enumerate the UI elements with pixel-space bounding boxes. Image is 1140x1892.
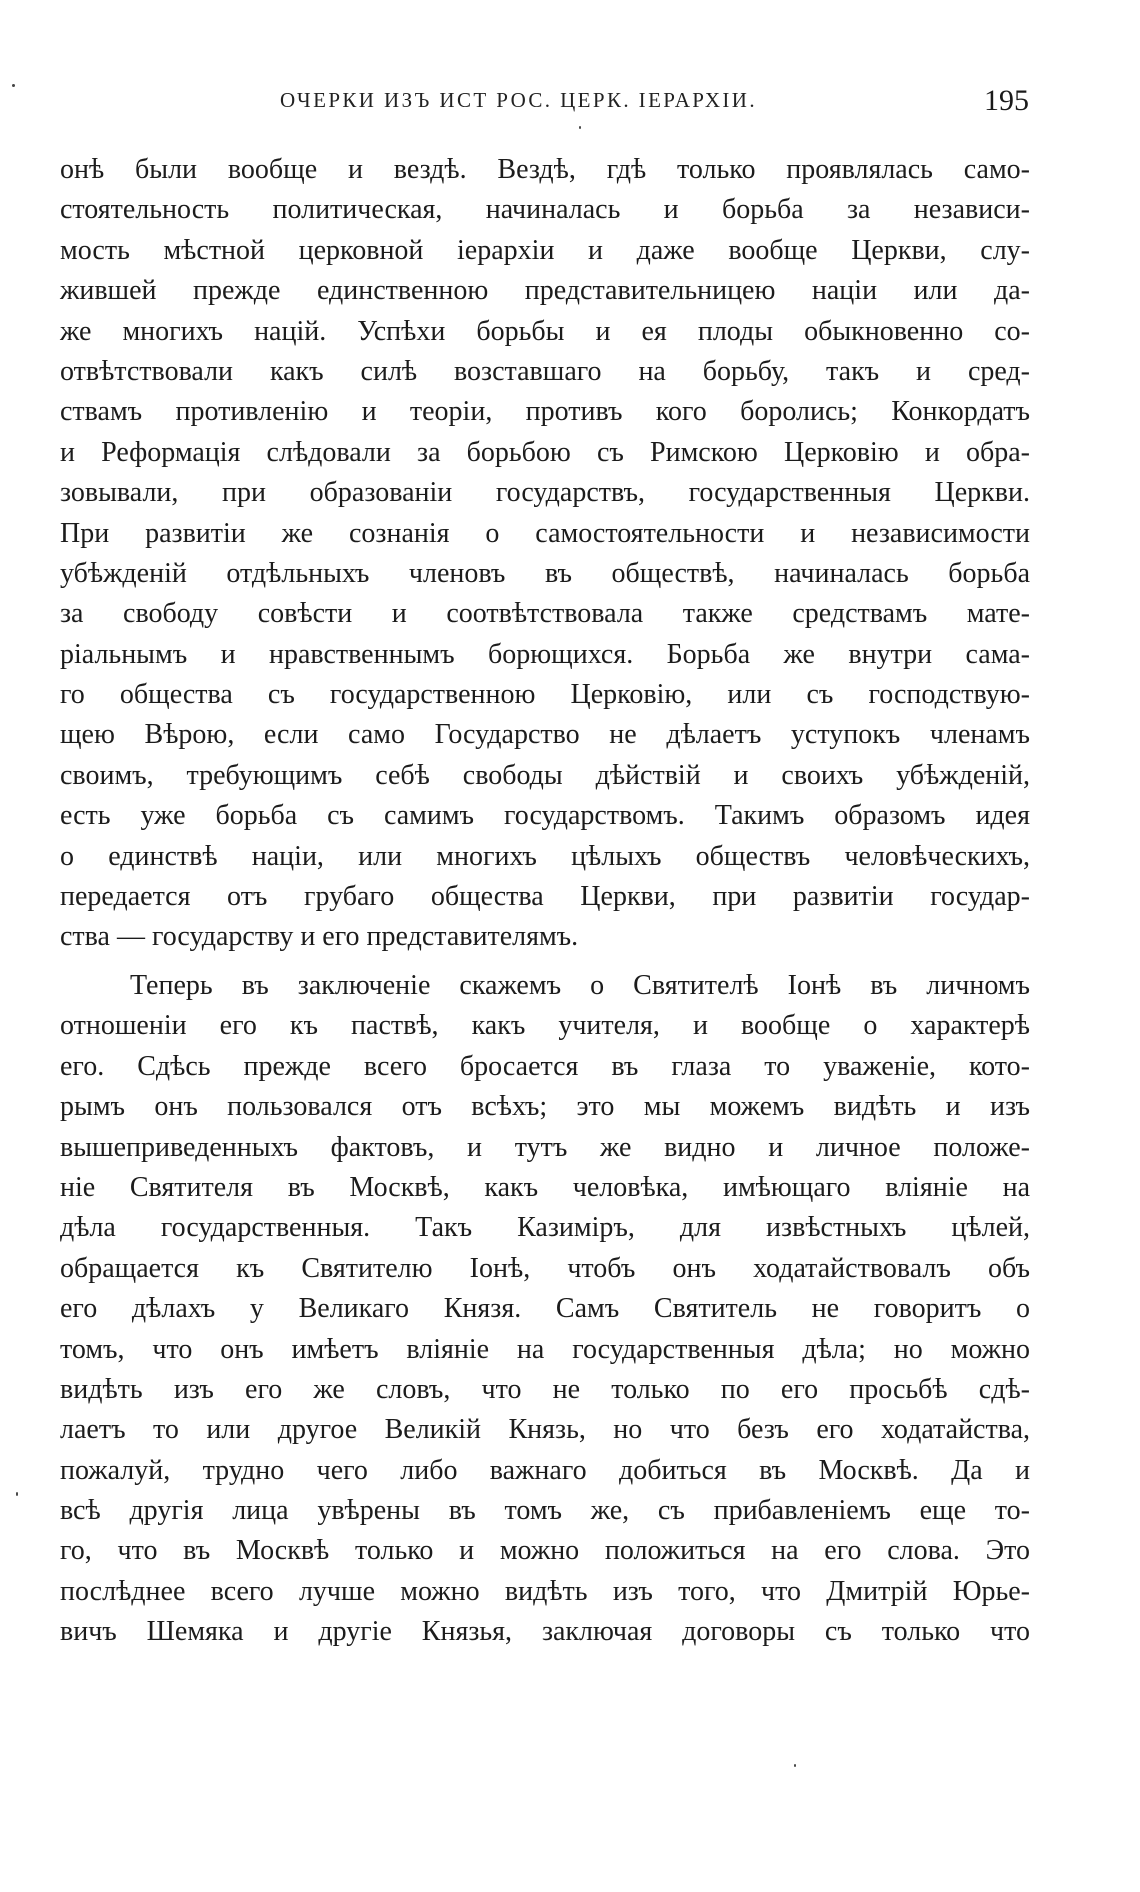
text-line: передается отъ грубаго общества Церкви, при развитіи государ- (60, 881, 1030, 913)
text-line: вичъ Шемяка и другіе Князья, заключая договоры съ только что (60, 1616, 1030, 1648)
text-line: вышеприведенныхъ фактовъ, и тутъ же видно и личное положе- (60, 1131, 1030, 1163)
text-line: отношеніи его къ паствѣ, какъ учителя, и вообще о характерѣ (60, 1010, 1030, 1042)
text-line: го общества съ государственною Церковію, или съ господствую- (60, 679, 1030, 711)
text-line: видѣть изъ его же словъ, что не только по его просьбѣ сдѣ- (60, 1373, 1030, 1405)
text-line: дѣла государственныя. Такъ Казиміръ, для извѣстныхъ цѣлей, (60, 1212, 1030, 1244)
text-line: его дѣлахъ у Великаго Князя. Самъ Святитель не говоритъ о (60, 1293, 1030, 1325)
text-line: щею Вѣрою, если само Государство не дѣлаетъ уступокъ членамъ (60, 719, 1030, 751)
text-line: го, что въ Москвѣ только и можно положиться на его слова. Это (60, 1535, 1030, 1567)
text-line: есть уже борьба съ самимъ государствомъ. Такимъ образомъ идея (60, 800, 1030, 832)
text-line: онѣ были вообще и вездѣ. Вездѣ, гдѣ только проявлялась само- (60, 154, 1030, 185)
text-line: ства — государству и его представителямъ. (60, 921, 579, 953)
text-line: и Реформація слѣдовали за борьбою съ Римскою Церковію и обра- (60, 436, 1030, 468)
text-line: ріальнымъ и нравственнымъ борющихся. Борьба же внутри сама- (60, 638, 1030, 670)
text-line: ствамъ противленію и теоріи, противъ кого боролись; Конкордатъ (60, 396, 1030, 428)
text-line: о единствѣ націи, или многихъ цѣлыхъ обществъ человѣческихъ, (60, 840, 1030, 872)
text-line: При развитіи же сознанія о самостоятельности и независимости (60, 517, 1030, 549)
text-line: стоятельность политическая, начиналась и борьба за независи- (60, 194, 1030, 226)
page-number: 195 (984, 84, 1029, 117)
text-line: всѣ другія лица увѣрены въ томъ же, съ прибавленіемъ еще то- (60, 1495, 1030, 1527)
scan-speck-under-header (579, 126, 581, 129)
text-line: рымъ онъ пользовался отъ всѣхъ; это мы можемъ видѣть и изъ (60, 1091, 1030, 1123)
text-line: же многихъ націй. Успѣхи борьбы и ея плоды обыкновенно со- (60, 315, 1030, 347)
text-line: послѣднее всего лучше можно видѣть изъ того, что Дмитрій Юрье- (60, 1575, 1030, 1607)
running-title: ОЧЕРКИ ИЗЪ ИСТ РОС. ЦЕРК. ІЕРАРХІИ. (280, 88, 758, 112)
text-line: убѣжденій отдѣльныхъ членовъ въ обществѣ, начиналась борьба (60, 557, 1030, 589)
text-line: обращается къ Святителю Іонѣ, чтобъ онъ ходатайствовалъ объ (60, 1252, 1030, 1284)
running-header (0, 84, 1140, 124)
text-line: мость мѣстной церковной іерархіи и даже вообще Церкви, слу- (60, 234, 1030, 266)
paragraph-2 (60, 966, 1030, 1653)
text-line: пожалуй, трудно чего либо важнаго добиться въ Москвѣ. Да и (60, 1454, 1030, 1486)
scan-speck-bottom (794, 1764, 796, 1767)
text-line: своимъ, требующимъ себѣ свободы дѣйствій и своихъ убѣжденій, (60, 759, 1030, 791)
text-line: томъ, что онъ имѣетъ вліяніе на государственныя дѣла; но можно (60, 1333, 1030, 1365)
paragraph-1 (60, 150, 1030, 958)
text-line: его. Сдѣсь прежде всего бросается въ глаза то уваженіе, кото- (60, 1050, 1030, 1082)
text-line: лаетъ то или другое Великій Князь, но что безъ его ходатайства, (60, 1414, 1030, 1446)
scan-speck-left-margin (16, 1492, 18, 1496)
text-line: жившей прежде единственною представительницею націи или да- (60, 275, 1030, 307)
text-line: за свободу совѣсти и соотвѣтствовала также средствамъ мате- (60, 598, 1030, 630)
text-line: ніе Святителя въ Москвѣ, какъ человѣка, имѣющаго вліяніе на (60, 1171, 1030, 1203)
text-line: Теперь въ заключеніе скажемъ о Святителѣ Іонѣ въ личномъ (130, 970, 1030, 1001)
text-line: зовывали, при образованіи государствъ, государственныя Церкви. (60, 477, 1030, 509)
text-line: отвѣтствовали какъ силѣ возставшаго на борьбу, такъ и сред- (60, 355, 1030, 387)
